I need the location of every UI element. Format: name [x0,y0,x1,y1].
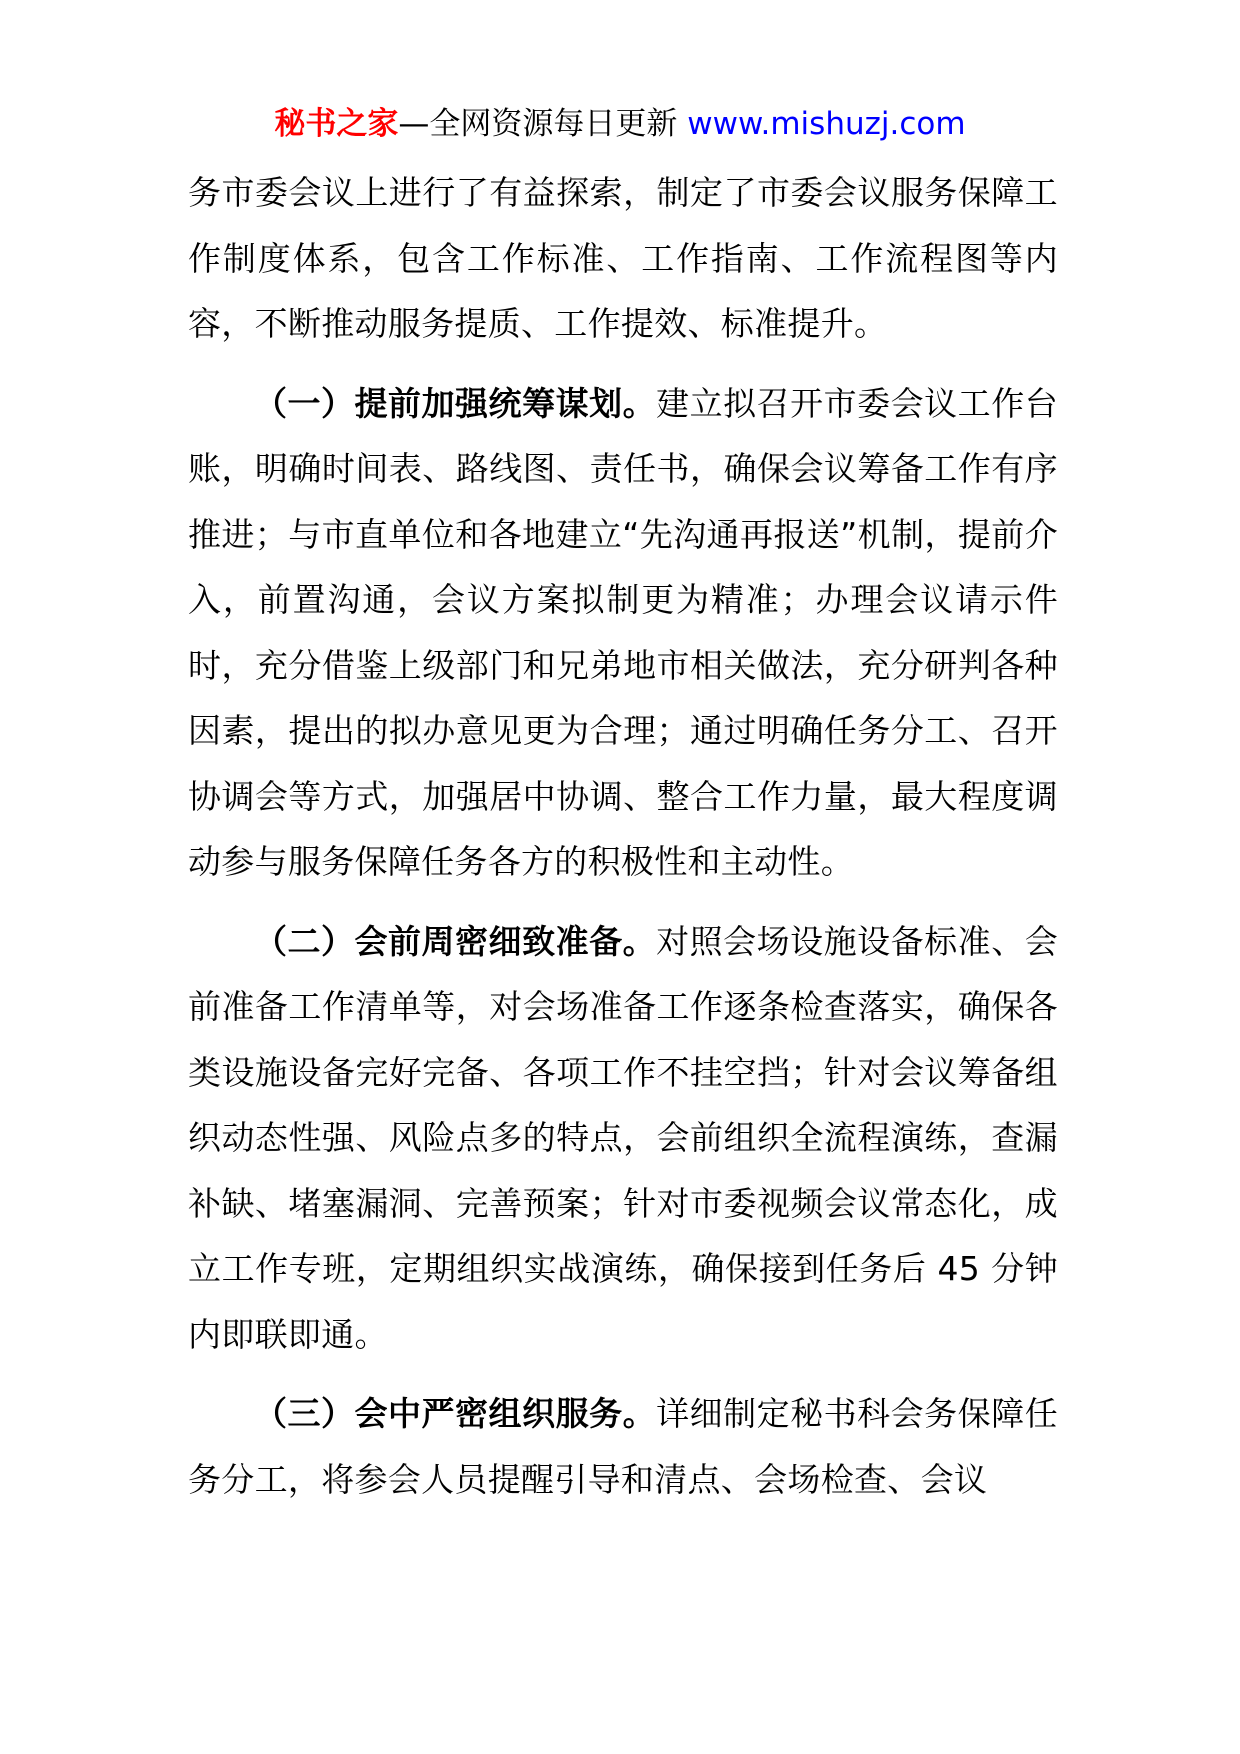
section-1-paragraph [188,371,1058,895]
document-header [0,102,1240,146]
section-3-text: 详细制定秘书科会务保障任务分工，将参会人员提醒引导和清点、会场检查、会议 [188,1394,1058,1499]
section-1-text: 建立拟召开市委会议工作台账，明确时间表、路线图、责任书，确保会议筹备工作有序推进；与市直单位和各地建立“先沟通再报送”机制，提前介入，前置沟通，会议方案拟制更为精准；办理会议请示件时，充分借鉴上级部门和兄弟地市相关做法，充分研判各种因素，提出的拟办意见更为合理；通过明确任务分工、召开协调会等方式，加强居中协调、整合工作力量，最大程度调动参与服务保障任务各方的积极性和主动性。 [188,383,1058,881]
header-brand: 秘书之家 [274,106,399,142]
header-tagline: —全网资源每日更新 [398,106,678,142]
section-2-paragraph [188,909,1058,1368]
section-2-title: （二）会前周密细致准备。 [254,921,657,961]
header-site-link[interactable]: www.mishuzj.com [687,106,966,142]
section-3-title: （三）会中严密组织服务。 [254,1394,657,1433]
section-2-text: 对照会场设施设备标准、会前准备工作清单等，对会场准备工作逐条检查落实，确保各类设施设备完好完备、各项工作不挂空挡；针对会议筹备组织动态性强、风险点多的特点，会前组织全流程演练，查漏补缺、堵塞漏洞、完善预案；针对市委视频会议常态化，成立工作专班，定期组织实战演练，确保接到任务后 45 分钟内即联即通。 [188,921,1058,1354]
document-body [188,160,1058,1512]
section-1-title: （一）提前加强统筹谋划。 [254,383,657,423]
paragraph-text: 务市委会议上进行了有益探索，制定了市委会议服务保障工作制度体系，包含工作标准、工作指南、工作流程图等内容，不断推动服务提质、工作提效、标准提升。 [188,173,1058,343]
section-3-paragraph [188,1381,1058,1512]
paragraph-continued [188,160,1058,357]
